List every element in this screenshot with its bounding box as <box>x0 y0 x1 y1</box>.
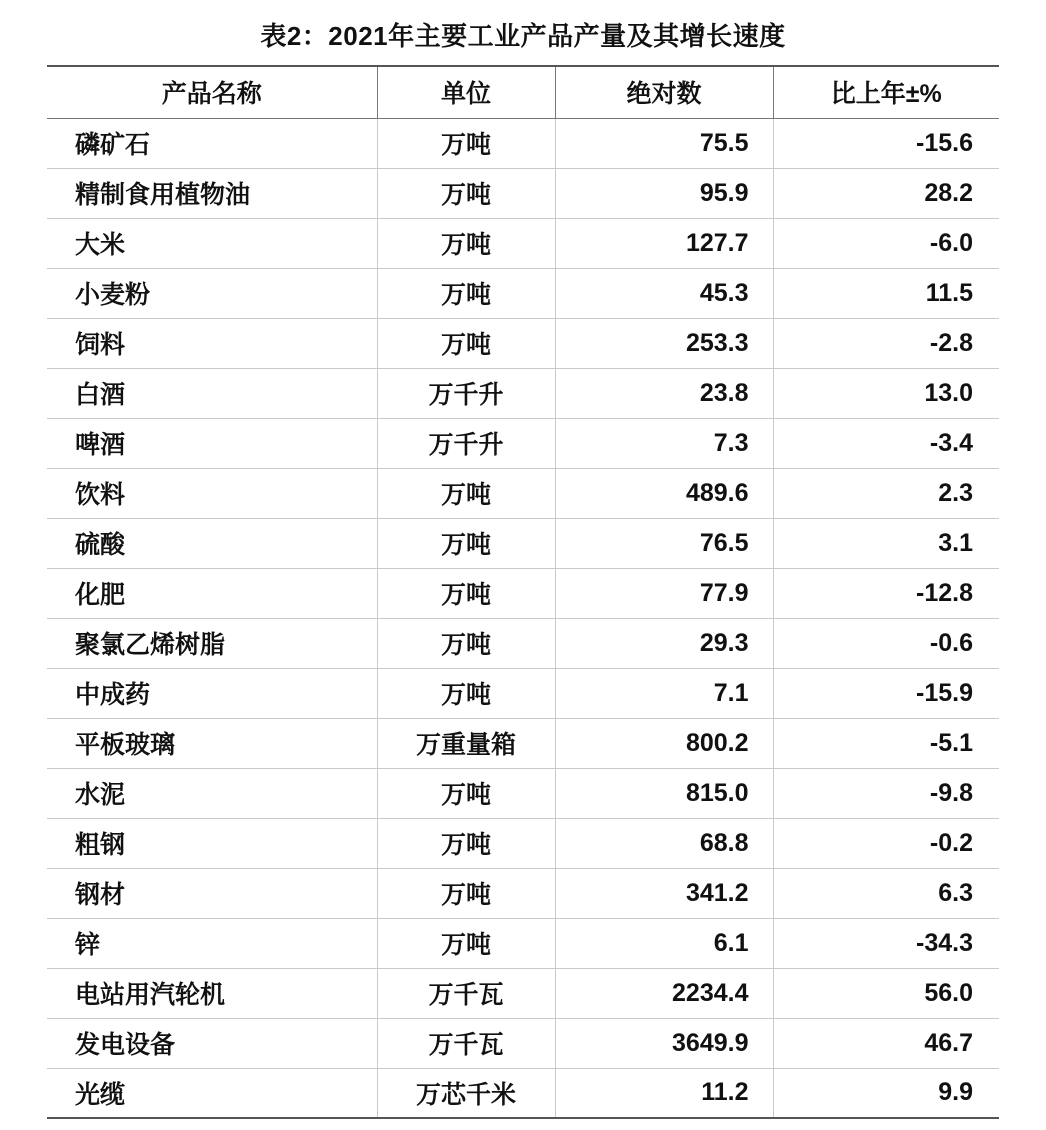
cell-product-name: 饲料 <box>47 318 377 368</box>
table-row <box>47 518 999 568</box>
cell-change-percent: -0.6 <box>773 618 999 668</box>
cell-product-name: 电站用汽轮机 <box>47 968 377 1018</box>
cell-product-name: 硫酸 <box>47 518 377 568</box>
cell-change-percent: -12.8 <box>773 568 999 618</box>
cell-unit: 万吨 <box>377 668 555 718</box>
cell-product-name: 白酒 <box>47 368 377 418</box>
cell-change-percent: -15.9 <box>773 668 999 718</box>
cell-unit: 万千升 <box>377 418 555 468</box>
cell-absolute-value: 127.7 <box>555 218 773 268</box>
cell-absolute-value: 29.3 <box>555 618 773 668</box>
table-row <box>47 418 999 468</box>
cell-product-name: 精制食用植物油 <box>47 168 377 218</box>
table-row <box>47 768 999 818</box>
cell-unit: 万吨 <box>377 918 555 968</box>
cell-absolute-value: 75.5 <box>555 118 773 168</box>
table-row <box>47 718 999 768</box>
cell-product-name: 饮料 <box>47 468 377 518</box>
table-row <box>47 168 999 218</box>
cell-absolute-value: 11.2 <box>555 1068 773 1118</box>
cell-change-percent: -34.3 <box>773 918 999 968</box>
cell-unit: 万吨 <box>377 768 555 818</box>
cell-product-name: 发电设备 <box>47 1018 377 1068</box>
table-row <box>47 218 999 268</box>
cell-absolute-value: 3649.9 <box>555 1018 773 1068</box>
cell-product-name: 光缆 <box>47 1068 377 1118</box>
cell-unit: 万吨 <box>377 818 555 868</box>
cell-change-percent: -2.8 <box>773 318 999 368</box>
cell-absolute-value: 253.3 <box>555 318 773 368</box>
cell-unit: 万吨 <box>377 268 555 318</box>
cell-product-name: 聚氯乙烯树脂 <box>47 618 377 668</box>
cell-change-percent: -0.2 <box>773 818 999 868</box>
cell-change-percent: -15.6 <box>773 118 999 168</box>
cell-unit: 万吨 <box>377 618 555 668</box>
cell-absolute-value: 45.3 <box>555 268 773 318</box>
table-row <box>47 818 999 868</box>
cell-unit: 万吨 <box>377 168 555 218</box>
table-header <box>47 66 999 118</box>
cell-product-name: 啤酒 <box>47 418 377 468</box>
cell-change-percent: -6.0 <box>773 218 999 268</box>
cell-product-name: 大米 <box>47 218 377 268</box>
cell-absolute-value: 815.0 <box>555 768 773 818</box>
cell-unit: 万重量箱 <box>377 718 555 768</box>
cell-change-percent: 2.3 <box>773 468 999 518</box>
cell-product-name: 中成药 <box>47 668 377 718</box>
column-header-change: 比上年±% <box>773 66 999 118</box>
cell-change-percent: 9.9 <box>773 1068 999 1118</box>
cell-unit: 万千升 <box>377 368 555 418</box>
cell-unit: 万千瓦 <box>377 1018 555 1068</box>
table-row <box>47 368 999 418</box>
table-row <box>47 968 999 1018</box>
cell-unit: 万吨 <box>377 468 555 518</box>
column-header-product-name: 产品名称 <box>47 66 377 118</box>
cell-change-percent: 6.3 <box>773 868 999 918</box>
cell-absolute-value: 7.1 <box>555 668 773 718</box>
cell-absolute-value: 95.9 <box>555 168 773 218</box>
cell-absolute-value: 7.3 <box>555 418 773 468</box>
table-row <box>47 268 999 318</box>
cell-absolute-value: 489.6 <box>555 468 773 518</box>
table-row <box>47 318 999 368</box>
cell-product-name: 平板玻璃 <box>47 718 377 768</box>
table-row <box>47 668 999 718</box>
cell-absolute-value: 23.8 <box>555 368 773 418</box>
cell-absolute-value: 76.5 <box>555 518 773 568</box>
cell-unit: 万千瓦 <box>377 968 555 1018</box>
cell-unit: 万吨 <box>377 218 555 268</box>
column-header-absolute: 绝对数 <box>555 66 773 118</box>
table-row <box>47 918 999 968</box>
cell-change-percent: 13.0 <box>773 368 999 418</box>
cell-unit: 万吨 <box>377 568 555 618</box>
cell-change-percent: -9.8 <box>773 768 999 818</box>
cell-product-name: 化肥 <box>47 568 377 618</box>
table-row <box>47 468 999 518</box>
page-title: 表2：2021年主要工业产品产量及其增长速度 <box>260 21 786 51</box>
cell-unit: 万吨 <box>377 518 555 568</box>
table-row <box>47 868 999 918</box>
cell-absolute-value: 77.9 <box>555 568 773 618</box>
cell-change-percent: 46.7 <box>773 1018 999 1068</box>
cell-product-name: 钢材 <box>47 868 377 918</box>
cell-change-percent: -5.1 <box>773 718 999 768</box>
cell-change-percent: -3.4 <box>773 418 999 468</box>
cell-product-name: 磷矿石 <box>47 118 377 168</box>
table-row <box>47 1068 999 1118</box>
cell-product-name: 水泥 <box>47 768 377 818</box>
cell-unit: 万芯千米 <box>377 1068 555 1118</box>
industrial-output-table <box>47 65 999 1119</box>
cell-absolute-value: 2234.4 <box>555 968 773 1018</box>
cell-absolute-value: 800.2 <box>555 718 773 768</box>
cell-absolute-value: 341.2 <box>555 868 773 918</box>
cell-unit: 万吨 <box>377 318 555 368</box>
cell-absolute-value: 6.1 <box>555 918 773 968</box>
cell-change-percent: 3.1 <box>773 518 999 568</box>
cell-absolute-value: 68.8 <box>555 818 773 868</box>
table-row <box>47 568 999 618</box>
cell-product-name: 粗钢 <box>47 818 377 868</box>
cell-unit: 万吨 <box>377 868 555 918</box>
cell-change-percent: 28.2 <box>773 168 999 218</box>
cell-product-name: 锌 <box>47 918 377 968</box>
table-row <box>47 118 999 168</box>
table-header-row <box>47 66 999 118</box>
table-body <box>47 118 999 1118</box>
cell-change-percent: 11.5 <box>773 268 999 318</box>
column-header-unit: 单位 <box>377 66 555 118</box>
cell-product-name: 小麦粉 <box>47 268 377 318</box>
table-row <box>47 1018 999 1068</box>
table-row <box>47 618 999 668</box>
cell-change-percent: 56.0 <box>773 968 999 1018</box>
cell-unit: 万吨 <box>377 118 555 168</box>
